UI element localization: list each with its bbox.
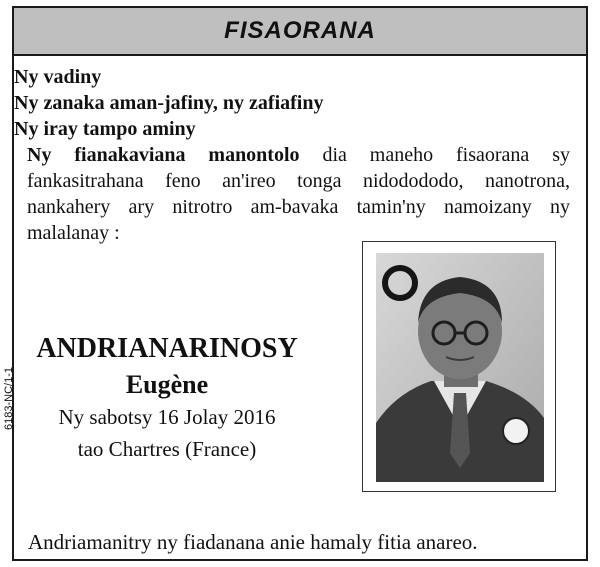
paragraph-lead: Ny fianakaviana manontolo <box>27 144 300 166</box>
intro-line-1: Ny vadiny <box>14 66 102 88</box>
death-date: Ny sabotsy 16 Jolay 2016 <box>58 405 276 429</box>
portrait-illustration <box>376 253 544 482</box>
paragraph-text: dia maneho fisaorana sy fankasitrahana feno an'ireo tonga nidodododo, nanotrona, nankahery ary nitrotro am-bavaka tamin'ny namoizany ny malalanay : <box>27 144 570 244</box>
deceased-given-name: Eugène <box>125 370 209 399</box>
reference-code: 6183-NC/1-1 <box>3 367 15 430</box>
notice-title: FISAORANA <box>224 17 376 44</box>
thanks-paragraph <box>27 142 570 246</box>
intro-line-2: Ny zanaka aman-jafiny, ny zafiafiny <box>14 92 324 114</box>
photo-frame <box>362 241 556 492</box>
notice-header <box>14 8 586 56</box>
portrait-photo <box>376 253 544 482</box>
closing-line: Andriamanitry ny fiadanana anie hamaly fitia anareo. <box>28 530 478 554</box>
deceased-surname: ANDRIANARINOSY <box>36 333 298 364</box>
death-place: tao Chartres (France) <box>77 437 257 461</box>
intro-line-3: Ny iray tampo aminy <box>14 118 196 140</box>
